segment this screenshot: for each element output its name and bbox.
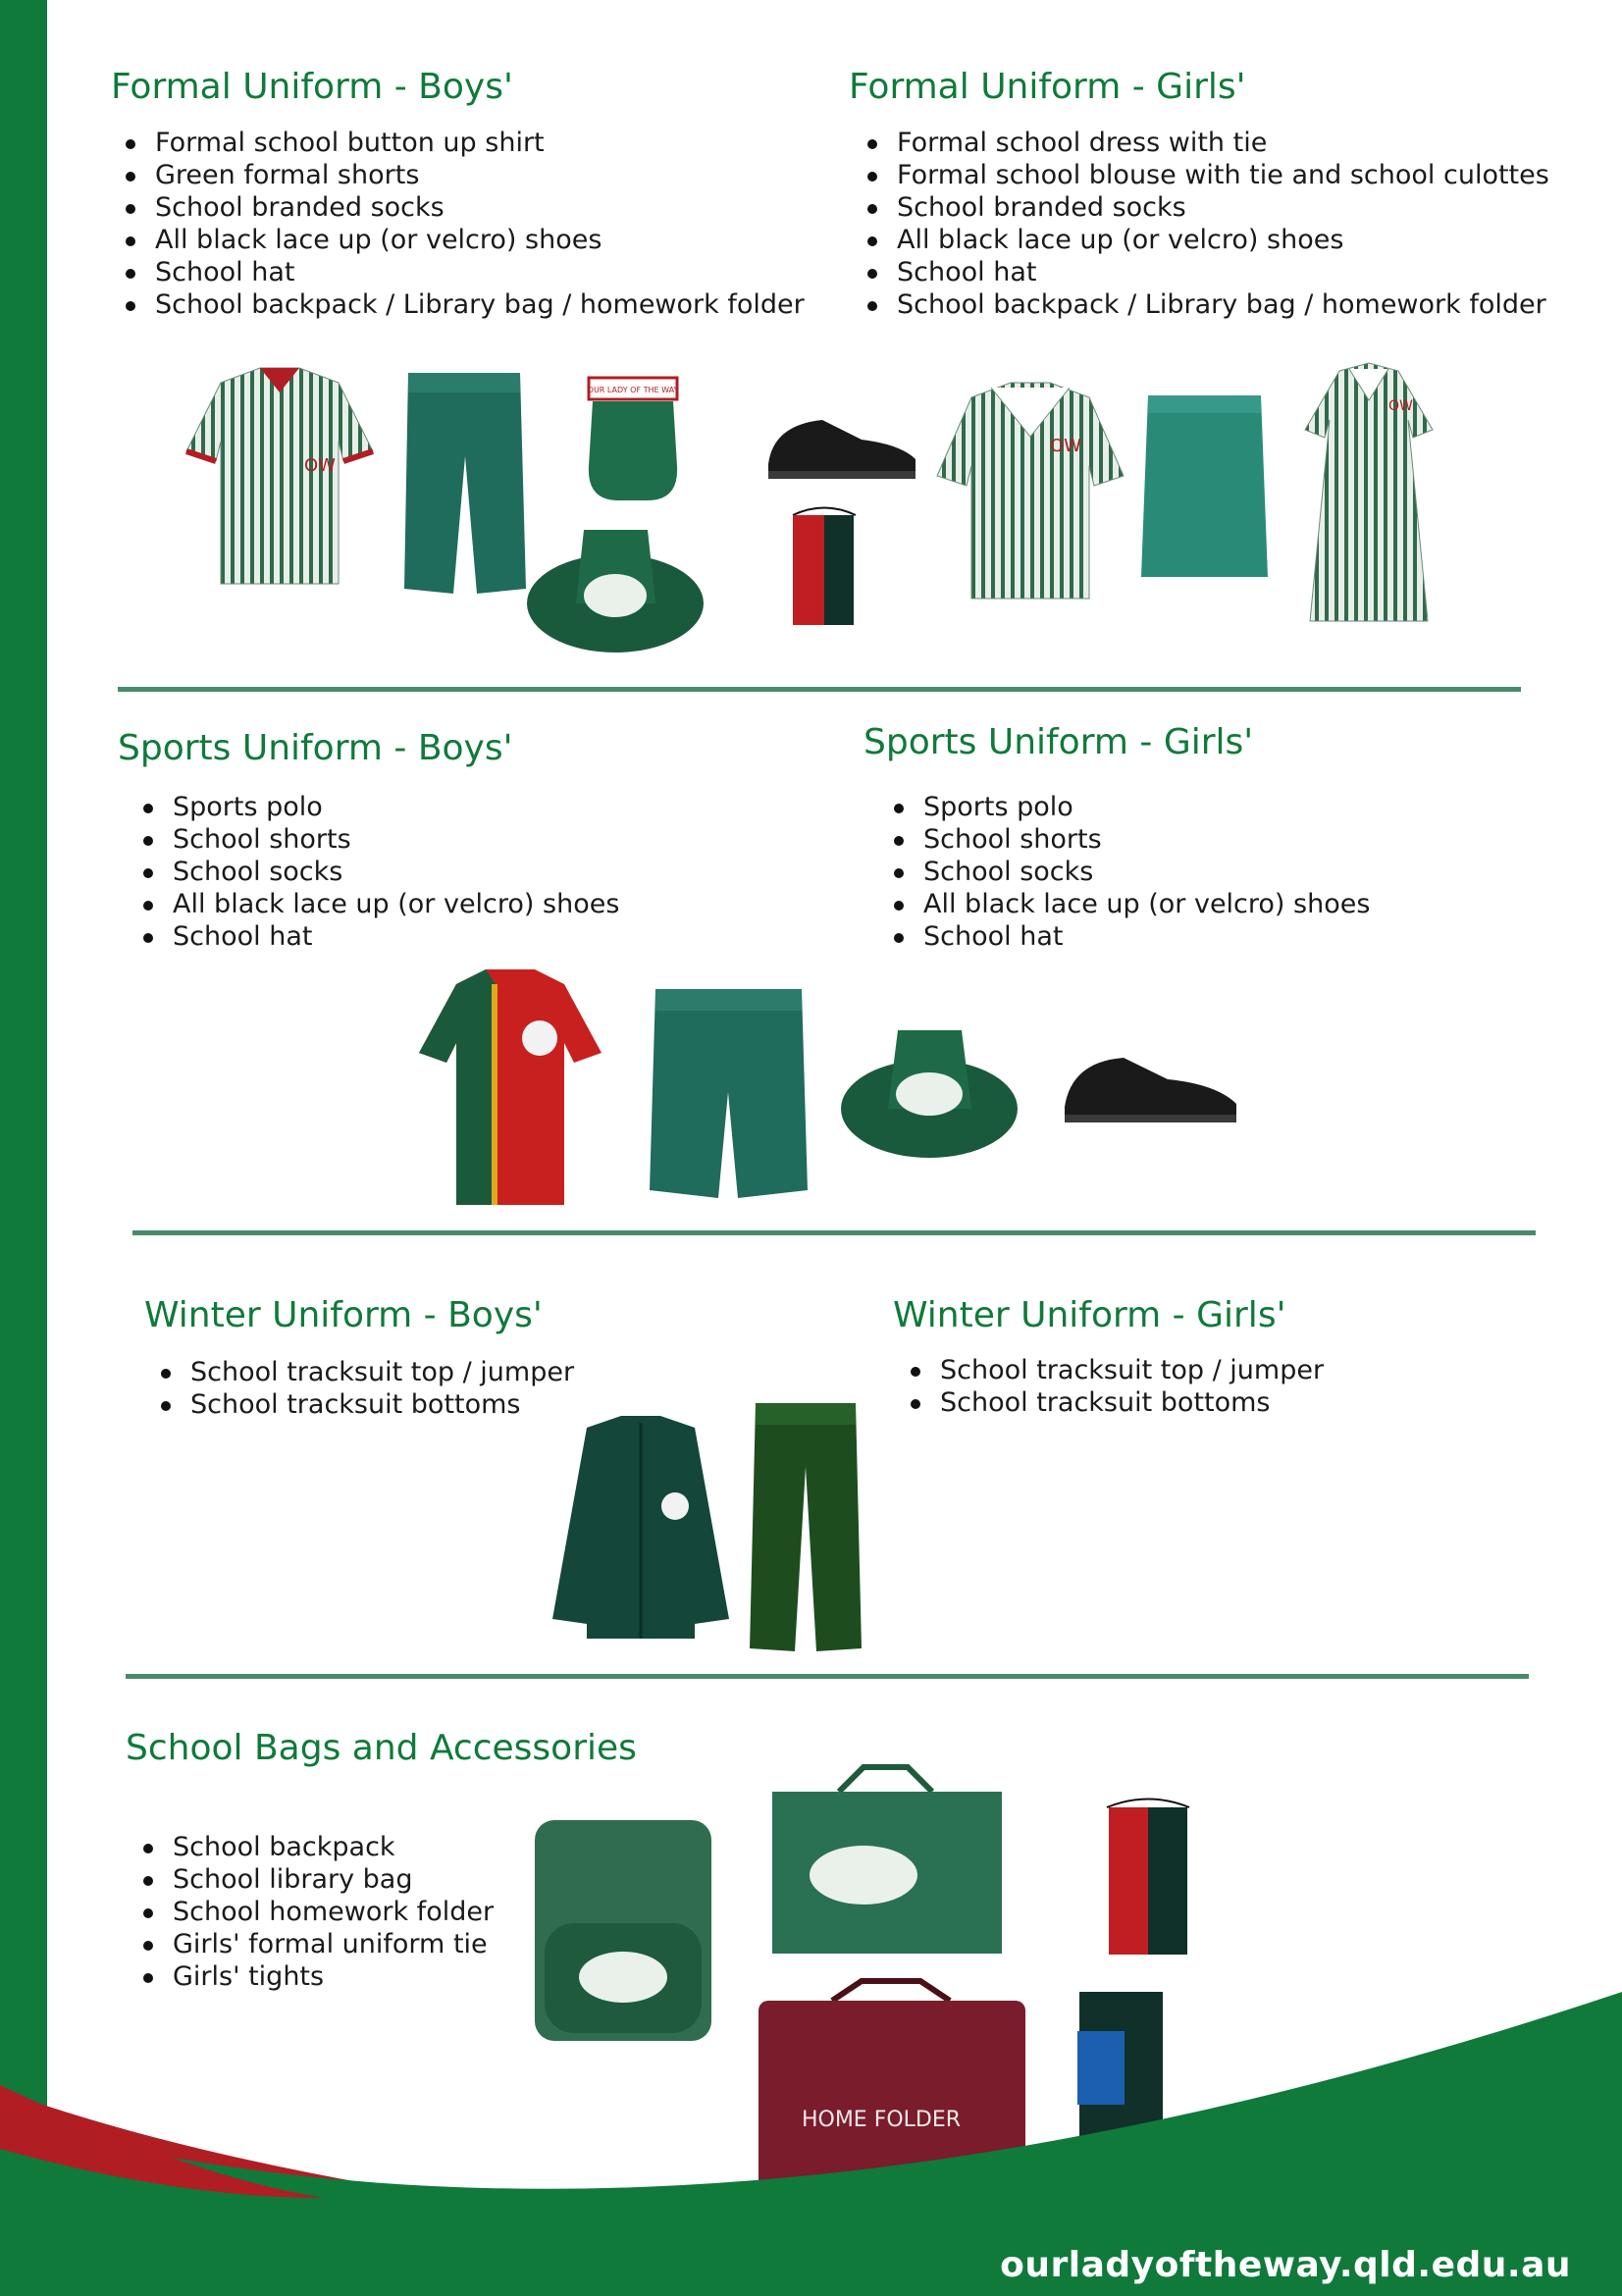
- home-folder-label: HOME FOLDER: [801, 2108, 962, 2132]
- boys-shirt-image: [182, 363, 378, 589]
- bags-heading: School Bags and Accessories: [126, 1728, 637, 1768]
- section-divider: [132, 1230, 1536, 1235]
- list-item: School shorts: [888, 823, 1370, 856]
- list-item: School socks: [888, 856, 1370, 888]
- list-item: School tracksuit bottoms: [905, 1386, 1324, 1419]
- sports-girls-list: [888, 791, 1370, 953]
- list-item: All black lace up (or velcro) shoes: [120, 224, 805, 256]
- list-item: School hat: [137, 920, 619, 953]
- list-item: All black lace up (or velcro) shoes: [137, 888, 619, 920]
- svg-text:OW: OW: [1388, 398, 1413, 414]
- sports-hat-image: [839, 1025, 1020, 1163]
- library-bag-image: [770, 1762, 1004, 1958]
- tracksuit-pants-image: [748, 1398, 863, 1655]
- winter-girls-list: [905, 1354, 1324, 1419]
- list-item: Girls' formal uniform tie: [137, 1928, 494, 1960]
- sports-shorts-image: [648, 984, 810, 1202]
- list-item: School tracksuit bottoms: [155, 1388, 574, 1421]
- tracksuit-jumper-image: [548, 1413, 734, 1644]
- sports-boys-heading: Sports Uniform - Boys': [118, 728, 513, 768]
- svg-text:OW: OW: [304, 455, 336, 476]
- girls-dress-image: [1295, 361, 1442, 626]
- formal-girls-heading: Formal Uniform - Girls': [849, 67, 1246, 107]
- list-item: School hat: [862, 256, 1549, 288]
- sports-polo-image: [417, 965, 603, 1210]
- list-item: School backpack: [137, 1831, 494, 1863]
- black-shoe-image: [763, 410, 920, 484]
- girls-tie-image: [785, 505, 863, 628]
- list-item: School branded socks: [862, 191, 1549, 224]
- svg-text:OW: OW: [1050, 436, 1081, 456]
- winter-girls-heading: Winter Uniform - Girls': [893, 1295, 1286, 1335]
- list-item: School tracksuit top / jumper: [905, 1354, 1324, 1386]
- school-socks-image: [579, 378, 687, 505]
- list-item: Girls' tights: [137, 1960, 494, 1993]
- formal-boys-heading: Formal Uniform - Boys': [111, 67, 513, 107]
- sports-shoe-image: [1060, 1050, 1241, 1128]
- section-divider: [126, 1674, 1529, 1679]
- list-item: School shorts: [137, 823, 619, 856]
- section-divider: [118, 687, 1521, 692]
- winter-boys-list: [155, 1356, 574, 1421]
- list-item: School tracksuit top / jumper: [155, 1356, 574, 1388]
- accessories-tie-image: [1099, 1796, 1197, 1957]
- sports-girls-heading: Sports Uniform - Girls': [863, 722, 1254, 762]
- list-item: School homework folder: [137, 1896, 494, 1928]
- list-item: Sports polo: [888, 791, 1370, 823]
- school-hat-image: [525, 525, 706, 657]
- list-item: School socks: [137, 856, 619, 888]
- socks-band-label: OUR LADY OF THE WAY: [587, 386, 679, 394]
- winter-boys-heading: Winter Uniform - Boys': [144, 1295, 543, 1335]
- girls-culottes-image: [1138, 391, 1271, 587]
- sports-boys-list: [137, 791, 619, 953]
- list-item: School library bag: [137, 1863, 494, 1896]
- girls-blouse-image: [932, 378, 1128, 603]
- list-item: Formal school blouse with tie and school culottes: [862, 159, 1549, 191]
- list-item: Green formal shorts: [120, 159, 805, 191]
- list-item: School backpack / Library bag / homework folder: [862, 288, 1549, 321]
- boys-shorts-image: [400, 368, 528, 599]
- footer-url[interactable]: ourladyoftheway.qld.edu.au: [1000, 2245, 1571, 2285]
- list-item: Formal school button up shirt: [120, 127, 805, 159]
- list-item: School hat: [120, 256, 805, 288]
- left-green-stripe: [0, 0, 47, 2296]
- list-item: Formal school dress with tie: [862, 127, 1549, 159]
- list-item: School hat: [888, 920, 1370, 953]
- list-item: School branded socks: [120, 191, 805, 224]
- list-item: School backpack / Library bag / homework folder: [120, 288, 805, 321]
- formal-boys-list: [120, 127, 805, 321]
- list-item: All black lace up (or velcro) shoes: [862, 224, 1549, 256]
- list-item: Sports polo: [137, 791, 619, 823]
- list-item: All black lace up (or velcro) shoes: [888, 888, 1370, 920]
- formal-girls-list: [862, 127, 1549, 321]
